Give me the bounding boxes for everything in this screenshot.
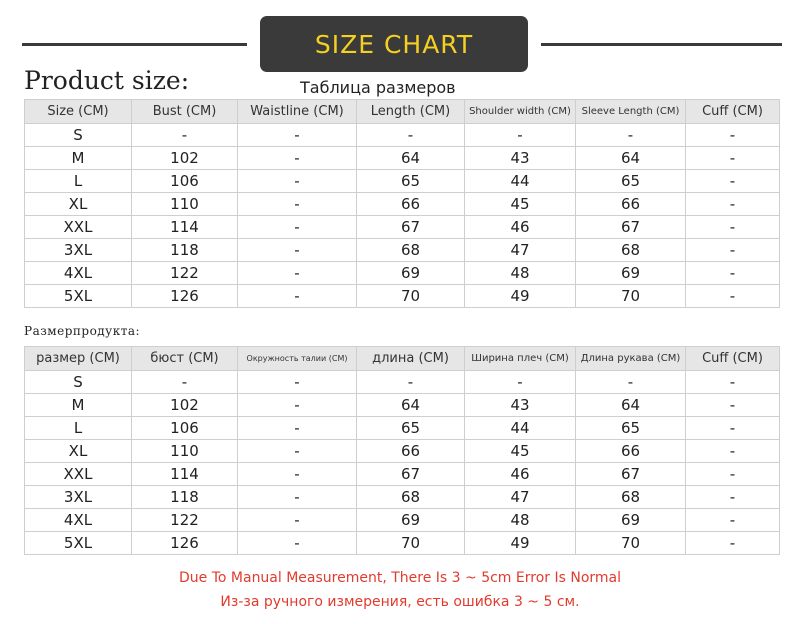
- cell-waistline: -: [238, 417, 357, 440]
- cell-waistline: -: [238, 170, 357, 193]
- cell-shoulder-width: 45: [465, 440, 576, 463]
- table-row: [25, 285, 780, 308]
- cell-length: 68: [357, 239, 465, 262]
- cell-size: 5XL: [25, 285, 132, 308]
- cell-shoulder-width: 49: [465, 285, 576, 308]
- cell-length: 69: [357, 509, 465, 532]
- cell-waistline: -: [238, 216, 357, 239]
- cell-bust: 106: [132, 417, 238, 440]
- cell-sleeve-length: 70: [576, 532, 686, 555]
- cell-bust: -: [132, 124, 238, 147]
- cell-bust: -: [132, 371, 238, 394]
- cell-length: 70: [357, 532, 465, 555]
- size-table-russian: [24, 346, 780, 555]
- cell-shoulder-width: 46: [465, 463, 576, 486]
- cell-size: 4XL: [25, 509, 132, 532]
- cell-bust: 122: [132, 262, 238, 285]
- cell-cuff: -: [686, 440, 780, 463]
- product-size-title: Product size:: [24, 66, 190, 95]
- table-row: [25, 509, 780, 532]
- cell-size: M: [25, 147, 132, 170]
- cell-length: 69: [357, 262, 465, 285]
- column-header-length: длина (CM): [357, 347, 465, 371]
- cell-length: -: [357, 371, 465, 394]
- cell-waistline: -: [238, 486, 357, 509]
- cell-waistline: -: [238, 239, 357, 262]
- cell-sleeve-length: 70: [576, 285, 686, 308]
- column-header-cuff: Cuff (CM): [686, 100, 780, 124]
- table-row: [25, 394, 780, 417]
- cell-waistline: -: [238, 371, 357, 394]
- cell-length: 65: [357, 417, 465, 440]
- cell-sleeve-length: -: [576, 371, 686, 394]
- table-row: [25, 216, 780, 239]
- cell-bust: 126: [132, 285, 238, 308]
- cell-cuff: -: [686, 262, 780, 285]
- size-table-english: [24, 99, 780, 308]
- cell-length: -: [357, 124, 465, 147]
- cell-bust: 118: [132, 239, 238, 262]
- cell-size: 5XL: [25, 532, 132, 555]
- cell-shoulder-width: 47: [465, 239, 576, 262]
- cell-bust: 110: [132, 193, 238, 216]
- table-row: [25, 193, 780, 216]
- column-header-cuff: Cuff (CM): [686, 347, 780, 371]
- cell-bust: 122: [132, 509, 238, 532]
- cell-size: XL: [25, 440, 132, 463]
- cell-sleeve-length: 66: [576, 193, 686, 216]
- right-divider-line: [541, 43, 782, 46]
- russian-product-size-title: Размерпродукта:: [24, 324, 141, 338]
- table-row: [25, 371, 780, 394]
- cell-size: 3XL: [25, 486, 132, 509]
- measurement-note-russian: Из-за ручного измерения, есть ошибка 3 ~ 5 см.: [220, 594, 580, 610]
- cell-sleeve-length: 67: [576, 216, 686, 239]
- cell-length: 65: [357, 170, 465, 193]
- cell-shoulder-width: 48: [465, 509, 576, 532]
- cell-cuff: -: [686, 216, 780, 239]
- column-header-bust: бюст (CM): [132, 347, 238, 371]
- table-header-row: [25, 100, 780, 124]
- column-header-shoulder-width: Shoulder width (CM): [465, 100, 576, 124]
- cell-size: XXL: [25, 216, 132, 239]
- column-header-size: Size (CM): [25, 100, 132, 124]
- cell-sleeve-length: 69: [576, 262, 686, 285]
- cell-bust: 126: [132, 532, 238, 555]
- cell-sleeve-length: 68: [576, 239, 686, 262]
- cell-sleeve-length: -: [576, 124, 686, 147]
- measurement-note-english: Due To Manual Measurement, There Is 3 ~ 5cm Error Is Normal: [179, 570, 621, 586]
- column-header-sleeve-length: Длина рукава (CM): [576, 347, 686, 371]
- cell-size: XXL: [25, 463, 132, 486]
- cell-size: 3XL: [25, 239, 132, 262]
- cell-sleeve-length: 64: [576, 394, 686, 417]
- cell-size: XL: [25, 193, 132, 216]
- cell-shoulder-width: -: [465, 124, 576, 147]
- cell-size: M: [25, 394, 132, 417]
- cell-length: 64: [357, 394, 465, 417]
- cell-size: L: [25, 170, 132, 193]
- cell-bust: 102: [132, 147, 238, 170]
- cell-cuff: -: [686, 124, 780, 147]
- cell-size: L: [25, 417, 132, 440]
- table-row: [25, 440, 780, 463]
- column-header-sleeve-length: Sleeve Length (CM): [576, 100, 686, 124]
- table-row: [25, 147, 780, 170]
- cell-bust: 118: [132, 486, 238, 509]
- cell-length: 64: [357, 147, 465, 170]
- cell-length: 67: [357, 216, 465, 239]
- cell-shoulder-width: 43: [465, 147, 576, 170]
- cell-waistline: -: [238, 463, 357, 486]
- cell-cuff: -: [686, 532, 780, 555]
- cell-waistline: -: [238, 285, 357, 308]
- cell-waistline: -: [238, 509, 357, 532]
- cell-size: S: [25, 124, 132, 147]
- cell-length: 66: [357, 193, 465, 216]
- cell-waistline: -: [238, 440, 357, 463]
- cell-shoulder-width: 48: [465, 262, 576, 285]
- cell-length: 66: [357, 440, 465, 463]
- table-row: [25, 417, 780, 440]
- cell-cuff: -: [686, 509, 780, 532]
- table-row: [25, 532, 780, 555]
- cell-shoulder-width: 49: [465, 532, 576, 555]
- cell-cuff: -: [686, 394, 780, 417]
- cell-cuff: -: [686, 285, 780, 308]
- cell-waistline: -: [238, 147, 357, 170]
- cell-sleeve-length: 66: [576, 440, 686, 463]
- left-divider-line: [22, 43, 247, 46]
- column-header-size: размер (CM): [25, 347, 132, 371]
- cell-bust: 114: [132, 216, 238, 239]
- cell-shoulder-width: 45: [465, 193, 576, 216]
- cell-cuff: -: [686, 239, 780, 262]
- cell-sleeve-length: 64: [576, 147, 686, 170]
- cell-sleeve-length: 69: [576, 509, 686, 532]
- cell-cuff: -: [686, 486, 780, 509]
- column-header-bust: Bust (CM): [132, 100, 238, 124]
- cell-cuff: -: [686, 170, 780, 193]
- table-row: [25, 486, 780, 509]
- cell-bust: 102: [132, 394, 238, 417]
- cell-bust: 106: [132, 170, 238, 193]
- column-header-length: Length (CM): [357, 100, 465, 124]
- cell-size: S: [25, 371, 132, 394]
- cell-length: 67: [357, 463, 465, 486]
- cell-cuff: -: [686, 147, 780, 170]
- table-row: [25, 463, 780, 486]
- cell-waistline: -: [238, 193, 357, 216]
- column-header-shoulder-width: Ширина плеч (CM): [465, 347, 576, 371]
- cell-waistline: -: [238, 124, 357, 147]
- cell-sleeve-length: 65: [576, 170, 686, 193]
- cell-size: 4XL: [25, 262, 132, 285]
- cell-cuff: -: [686, 193, 780, 216]
- column-header-waistline: Окружность талии (CM): [238, 347, 357, 371]
- column-header-waistline: Waistline (CM): [238, 100, 357, 124]
- cell-waistline: -: [238, 532, 357, 555]
- russian-table-subtitle: Таблица размеров: [300, 78, 456, 97]
- cell-sleeve-length: 65: [576, 417, 686, 440]
- cell-waistline: -: [238, 262, 357, 285]
- cell-waistline: -: [238, 394, 357, 417]
- cell-shoulder-width: 44: [465, 170, 576, 193]
- table-row: [25, 124, 780, 147]
- cell-shoulder-width: 47: [465, 486, 576, 509]
- cell-shoulder-width: -: [465, 371, 576, 394]
- cell-cuff: -: [686, 371, 780, 394]
- cell-shoulder-width: 43: [465, 394, 576, 417]
- cell-bust: 114: [132, 463, 238, 486]
- cell-shoulder-width: 44: [465, 417, 576, 440]
- cell-sleeve-length: 68: [576, 486, 686, 509]
- table-row: [25, 262, 780, 285]
- cell-cuff: -: [686, 417, 780, 440]
- size-chart-banner: SIZE CHART: [260, 16, 528, 72]
- table-row: [25, 170, 780, 193]
- cell-shoulder-width: 46: [465, 216, 576, 239]
- cell-bust: 110: [132, 440, 238, 463]
- table-header-row: [25, 347, 780, 371]
- cell-length: 68: [357, 486, 465, 509]
- cell-cuff: -: [686, 463, 780, 486]
- cell-length: 70: [357, 285, 465, 308]
- cell-sleeve-length: 67: [576, 463, 686, 486]
- table-row: [25, 239, 780, 262]
